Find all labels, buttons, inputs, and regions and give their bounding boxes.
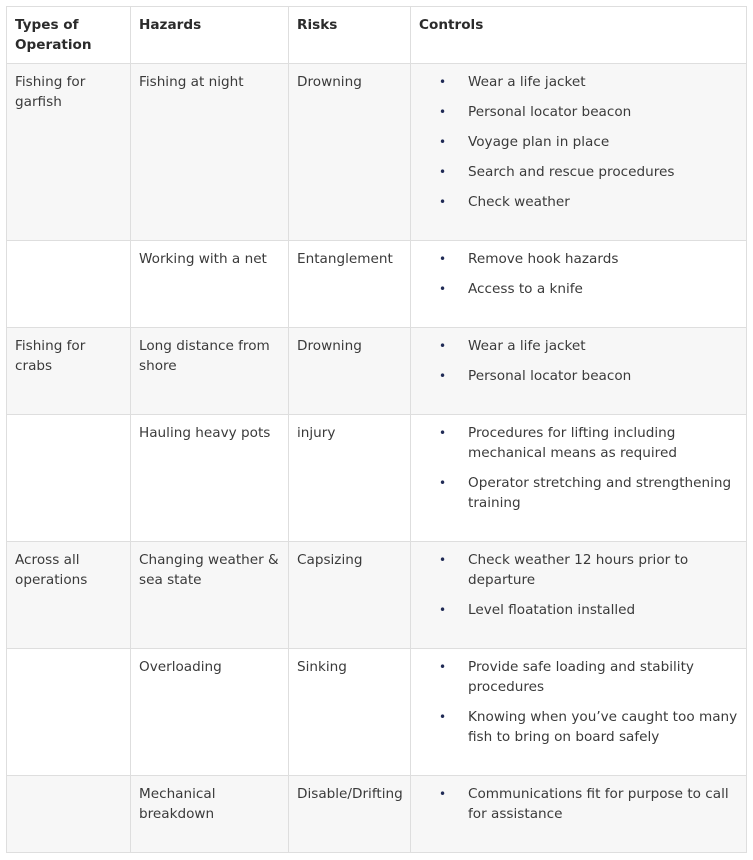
risk-cell: injury <box>289 415 411 542</box>
risk-cell: Disable/Drifting <box>289 776 411 853</box>
risk-cell: Entanglement <box>289 241 411 328</box>
table-body <box>7 64 747 853</box>
control-list-item <box>439 249 738 269</box>
control-text: Communications fit for purpose to call for assistance <box>468 786 729 822</box>
control-text: Provide safe loading and stability procedures <box>468 659 694 695</box>
hazard-risk-table <box>6 6 747 853</box>
bullet-icon: • <box>439 369 447 383</box>
hazard-cell: Long distance from shore <box>131 328 289 415</box>
control-list-item <box>439 473 738 513</box>
control-text: Knowing when you’ve caught too many fish to bring on board safely <box>468 709 738 745</box>
bullet-icon: • <box>439 710 447 724</box>
controls-list <box>419 784 738 824</box>
control-list-item <box>439 162 738 182</box>
bullet-icon: • <box>439 105 447 119</box>
risk-cell: Sinking <box>289 649 411 776</box>
hazard-cell: Hauling heavy pots <box>131 415 289 542</box>
header-types-of-operation: Types of Operation <box>7 7 131 64</box>
operation-cell <box>7 649 131 776</box>
table-row <box>7 776 747 853</box>
control-list-item <box>439 366 738 386</box>
operation-cell: Across all operations <box>7 542 131 649</box>
operation-cell <box>7 776 131 853</box>
operation-cell <box>7 241 131 328</box>
bullet-icon: • <box>439 165 447 179</box>
control-text: Access to a knife <box>468 281 583 297</box>
control-list-item <box>439 279 738 299</box>
control-text: Operator stretching and strengthening training <box>468 475 732 511</box>
control-text: Level floatation installed <box>468 602 636 618</box>
bullet-icon: • <box>439 660 447 674</box>
controls-cell <box>411 542 747 649</box>
control-list-item <box>439 600 738 620</box>
hazard-cell: Fishing at night <box>131 64 289 241</box>
control-text: Procedures for lifting including mechanical means as required <box>468 425 677 461</box>
control-list-item <box>439 336 738 356</box>
control-text: Check weather 12 hours prior to departure <box>468 552 689 588</box>
control-text: Personal locator beacon <box>468 104 632 120</box>
bullet-icon: • <box>439 476 447 490</box>
bullet-icon: • <box>439 426 447 440</box>
bullet-icon: • <box>439 75 447 89</box>
header-hazards: Hazards <box>131 7 289 64</box>
hazard-cell: Overloading <box>131 649 289 776</box>
controls-list <box>419 657 738 747</box>
header-controls: Controls <box>411 7 747 64</box>
risk-cell: Capsizing <box>289 542 411 649</box>
bullet-icon: • <box>439 553 447 567</box>
operation-cell <box>7 415 131 542</box>
bullet-icon: • <box>439 339 447 353</box>
hazard-risk-table-container <box>6 6 746 853</box>
risk-cell: Drowning <box>289 64 411 241</box>
control-text: Remove hook hazards <box>468 251 619 267</box>
control-text: Wear a life jacket <box>468 338 586 354</box>
control-list-item <box>439 657 738 697</box>
table-row <box>7 328 747 415</box>
hazard-cell: Working with a net <box>131 241 289 328</box>
table-row <box>7 415 747 542</box>
hazard-cell: Mechanical breakdown <box>131 776 289 853</box>
table-header-row <box>7 7 747 64</box>
controls-list <box>419 249 738 299</box>
control-list-item <box>439 192 738 212</box>
controls-cell <box>411 328 747 415</box>
control-list-item <box>439 132 738 152</box>
control-list-item <box>439 423 738 463</box>
controls-cell <box>411 415 747 542</box>
table-row <box>7 542 747 649</box>
control-text: Check weather <box>468 194 570 210</box>
risk-cell: Drowning <box>289 328 411 415</box>
control-list-item <box>439 102 738 122</box>
controls-cell <box>411 649 747 776</box>
control-text: Personal locator beacon <box>468 368 632 384</box>
controls-list <box>419 336 738 386</box>
operation-cell: Fishing for crabs <box>7 328 131 415</box>
control-text: Wear a life jacket <box>468 74 586 90</box>
controls-list <box>419 423 738 513</box>
control-list-item <box>439 707 738 747</box>
controls-cell <box>411 64 747 241</box>
bullet-icon: • <box>439 135 447 149</box>
controls-cell <box>411 776 747 853</box>
table-row <box>7 64 747 241</box>
bullet-icon: • <box>439 787 447 801</box>
control-text: Search and rescue procedures <box>468 164 675 180</box>
controls-list <box>419 72 738 212</box>
table-row <box>7 649 747 776</box>
hazard-cell: Changing weather & sea state <box>131 542 289 649</box>
controls-cell <box>411 241 747 328</box>
bullet-icon: • <box>439 603 447 617</box>
table-row <box>7 241 747 328</box>
control-list-item <box>439 784 738 824</box>
control-list-item <box>439 72 738 92</box>
control-text: Voyage plan in place <box>468 134 610 150</box>
control-list-item <box>439 550 738 590</box>
operation-cell: Fishing for garfish <box>7 64 131 241</box>
header-risks: Risks <box>289 7 411 64</box>
bullet-icon: • <box>439 252 447 266</box>
bullet-icon: • <box>439 282 447 296</box>
controls-list <box>419 550 738 620</box>
bullet-icon: • <box>439 195 447 209</box>
